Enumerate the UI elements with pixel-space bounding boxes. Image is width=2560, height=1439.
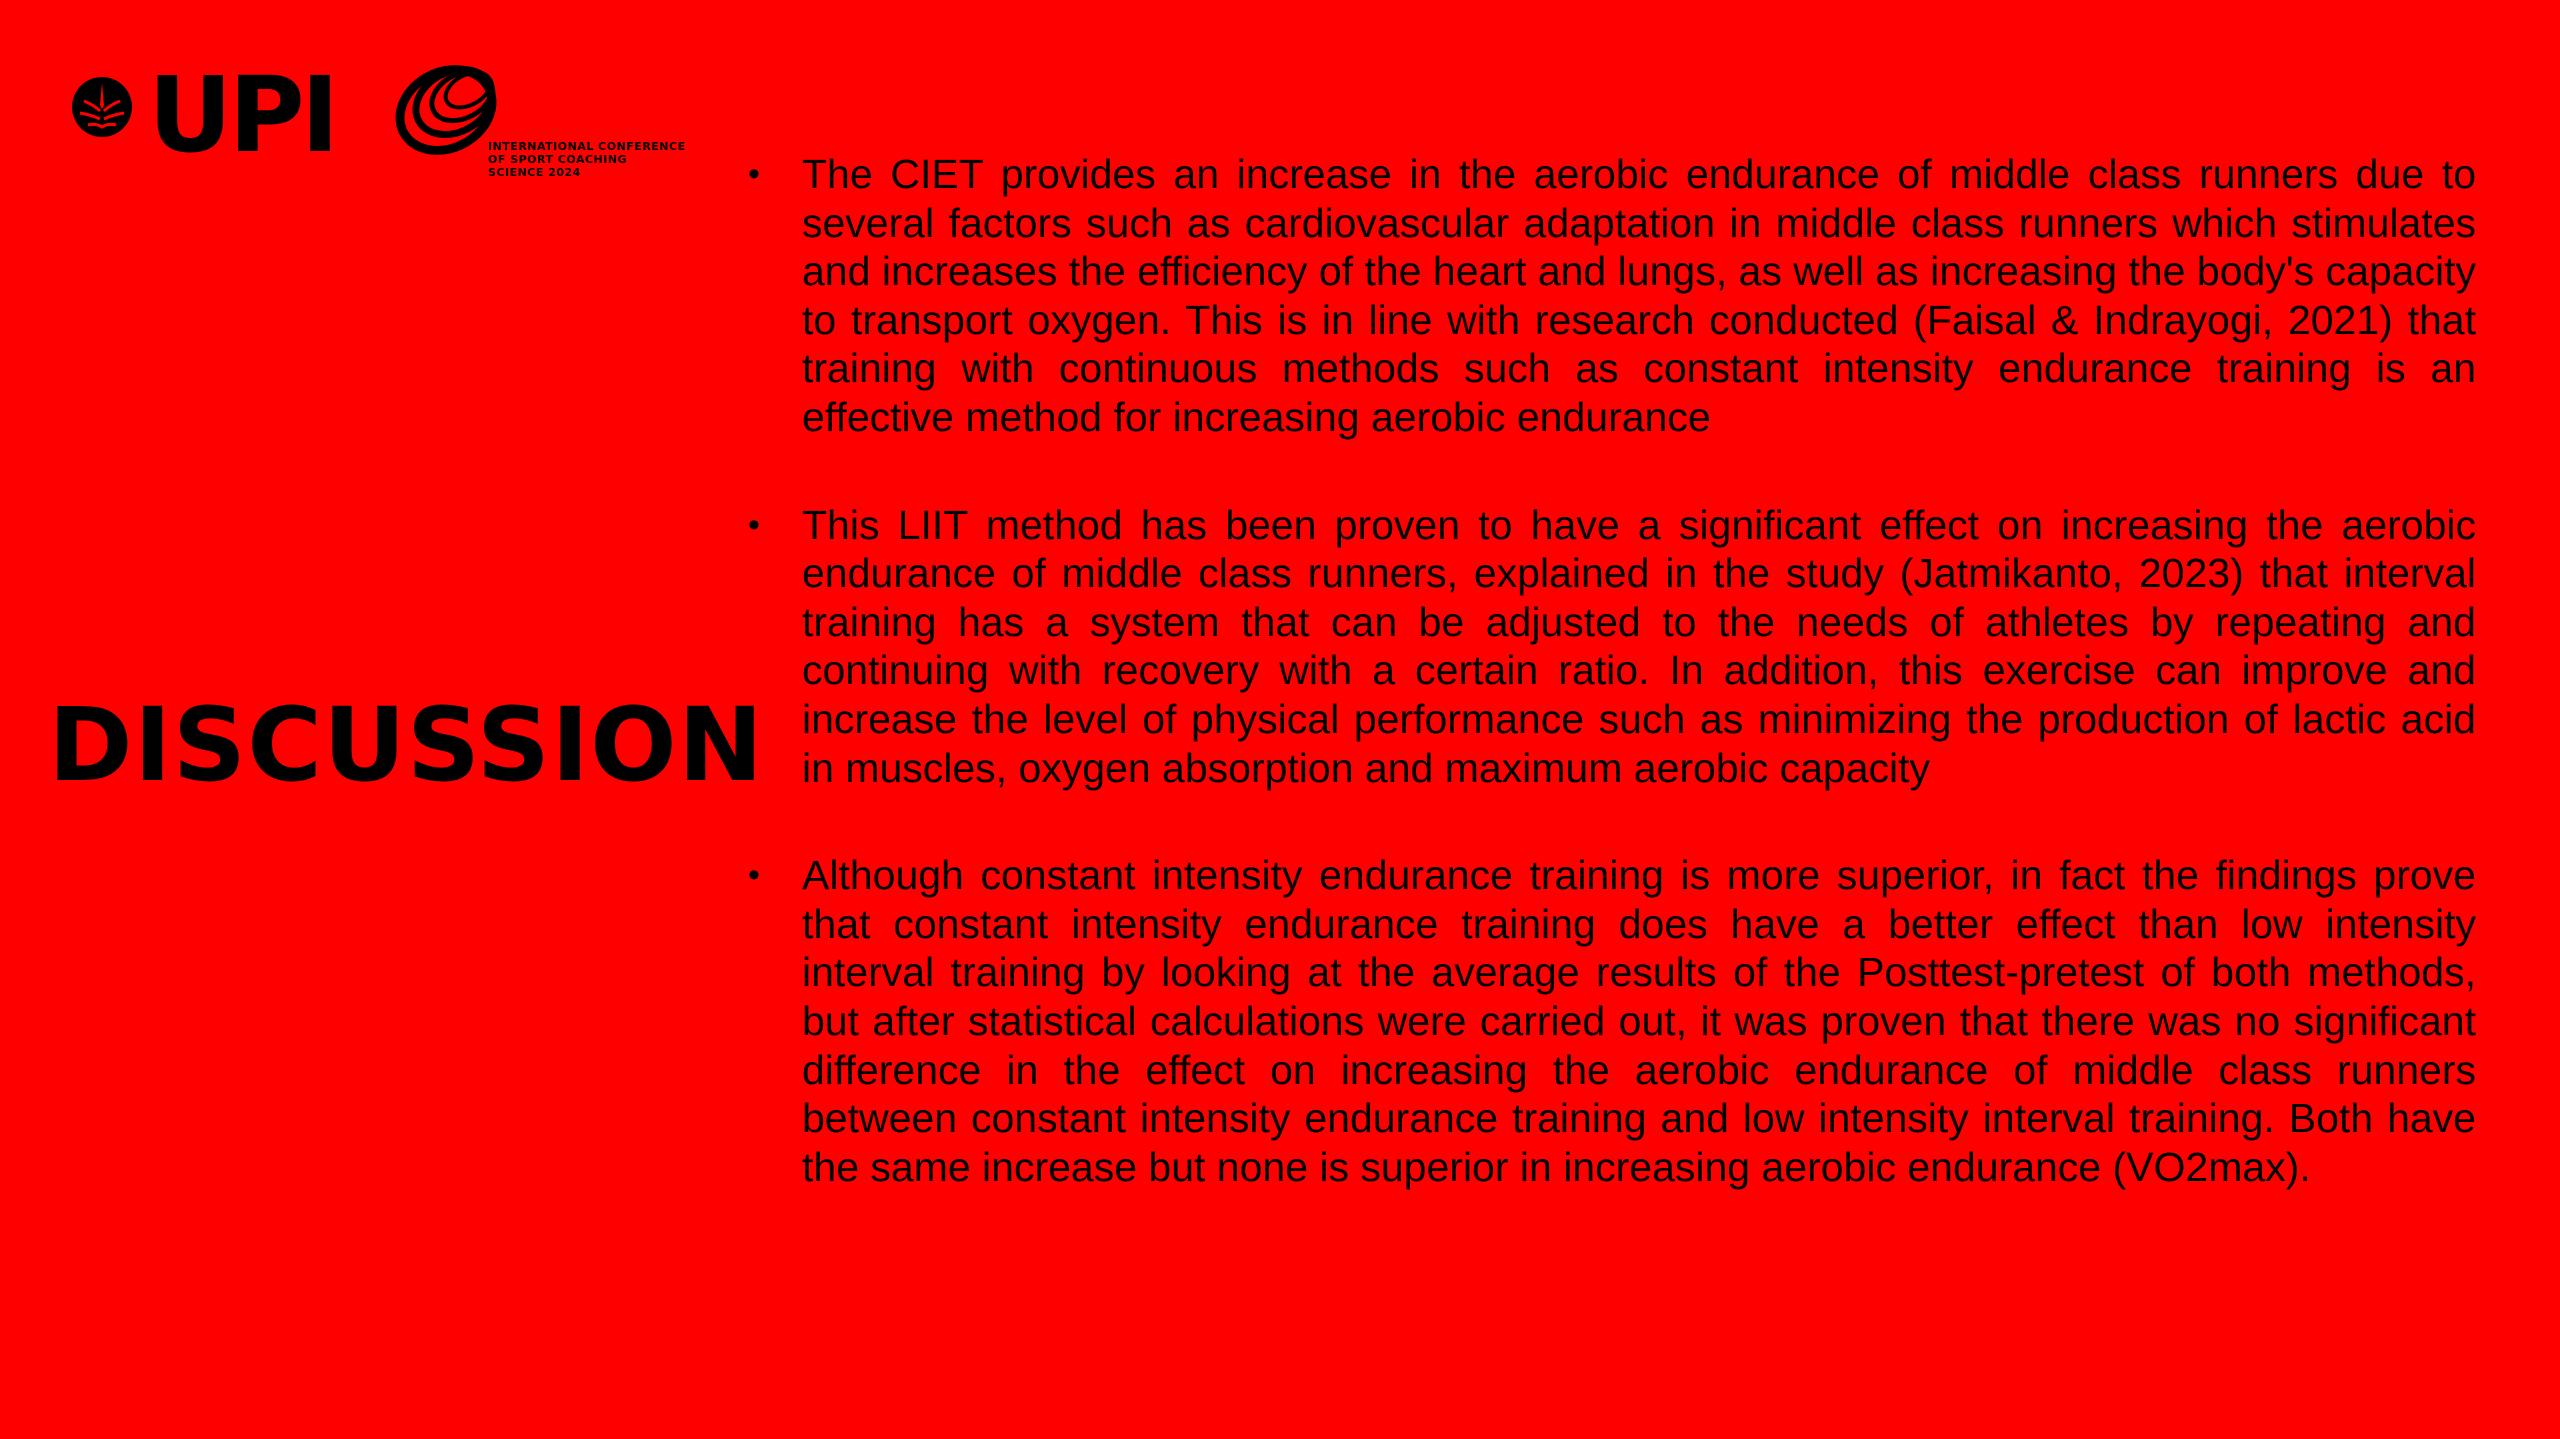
conference-logo-line: OF SPORT COACHING <box>488 153 628 166</box>
bullet-text: Although constant intensity endurance training is more superior, in fact the findings prove that constant intensity endurance training does have a better effect than low intensity interval training by looking at the average results of the Posttest-pretest of both methods, but after statistical calculations were carried out, it was proven that there was no significant difference in the effect on increasing the aerobic endurance of middle class runners between constant intensity endurance training and low intensity interval training. Both have the same increase but none is superior in increasing aerobic endurance (VO2max). <box>802 852 2476 1190</box>
bullet-dot-icon: • <box>748 856 760 895</box>
conference-logo-line: INTERNATIONAL CONFERENCE <box>488 140 686 153</box>
conference-logo-line: SCIENCE 2024 <box>488 166 581 179</box>
bullet-text: The CIET provides an increase in the aerobic endurance of middle class runners due to several factors such as cardiovascular adaptation in middle class runners which stimulates and increases the efficiency of the heart and lungs, as well as increasing the body's capacity to transport oxygen. This is in line with research conducted (Faisal & Indrayogi, 2021) that training with continuous methods such as constant intensity endurance training is an effective method for increasing aerobic endurance <box>802 151 2476 440</box>
bullet-item <box>746 501 2476 793</box>
bullet-item <box>746 851 2476 1191</box>
page-title: DISCUSSION <box>48 686 765 805</box>
bullet-dot-icon: • <box>748 155 760 193</box>
bullet-item <box>746 150 2476 442</box>
bullet-text: This LIIT method has been proven to have a significant effect on increasing the aerobic endurance of middle class runners, explained in the study (Jatmikanto, 2023) that interval training has a system that can be adjusted to the needs of athletes by repeating and continuing with recovery with a certain ratio. In addition, this exercise can improve and increase the level of physical performance such as minimizing the production of lactic acid in muscles, oxygen absorption and maximum aerobic capacity <box>802 501 2476 791</box>
discussion-bullet-list <box>746 150 2476 1250</box>
conference-logo <box>390 52 700 192</box>
upi-logo <box>70 54 336 176</box>
upi-emblem-icon <box>70 75 134 139</box>
bullet-dot-icon: • <box>748 505 760 544</box>
upi-logo-text: UPI <box>148 54 336 176</box>
conference-logo-text <box>488 140 708 179</box>
